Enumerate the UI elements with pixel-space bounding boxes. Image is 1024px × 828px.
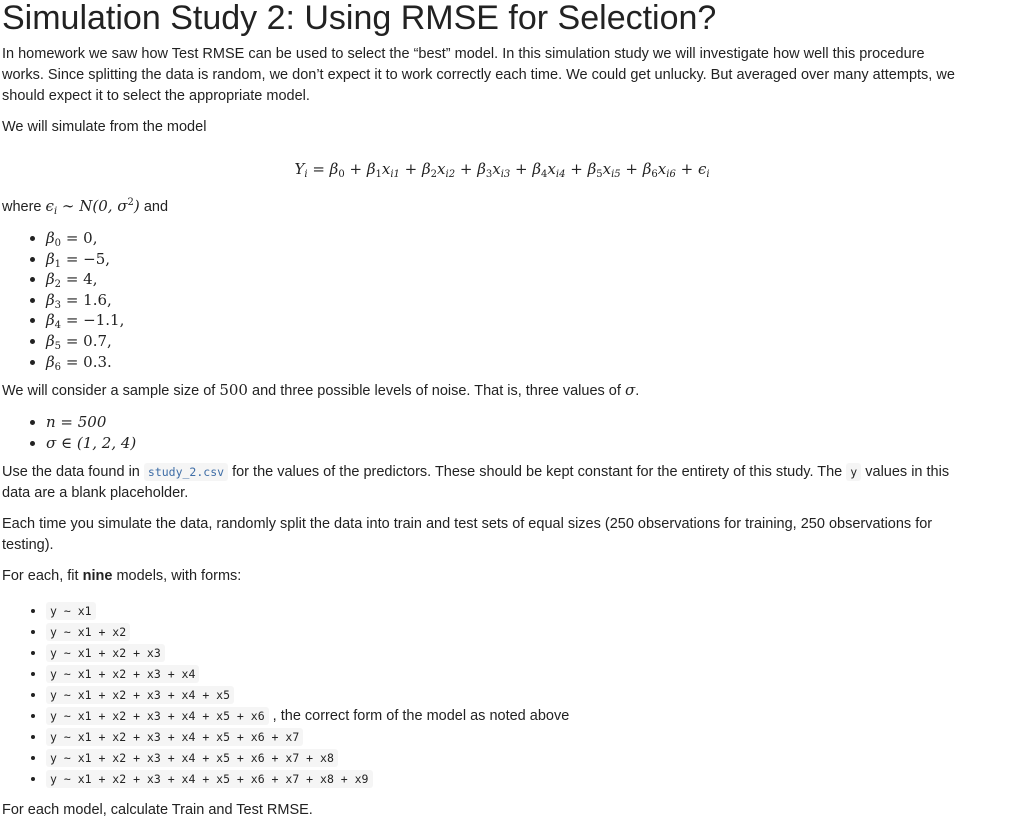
intro-paragraph: In homework we saw how Test RMSE can be used to select the “best” model. In this simulation study we will investigate how well this procedure works. Since splitting the data is random, we don’t expect it to work correctly each time. We could get unlucky. But averaged over many attempts, we should expect it to select the appropriate model.	[2, 46, 955, 104]
model-item	[46, 769, 962, 790]
beta-item: • $\beta_4 = -1.1$,	[46, 310, 962, 331]
model-item	[46, 664, 962, 685]
model-formula-code: y ~ x1 + x2 + x3 + x4 + x5 + x6 + x7	[46, 728, 303, 746]
sample-size: 500	[219, 381, 248, 400]
final-paragraph: For each model, calculate Train and Test RMSE.	[2, 802, 313, 819]
model-formula-code: y ~ x1 + x2 + x3 + x4 + x5 + x6	[46, 707, 269, 725]
fit-paragraph	[2, 566, 962, 587]
eq-error: $\epsilon_i$	[697, 160, 710, 180]
model-item	[46, 727, 962, 748]
text: and three possible levels of noise. That is, three values of	[252, 383, 621, 400]
eq-term: $\beta_4x_{i4}$	[532, 160, 566, 180]
eq-term: $\beta_2x_{i2}$	[422, 160, 456, 180]
where-paragraph	[2, 196, 962, 218]
model-item	[46, 706, 962, 727]
dist-text: N(0, σ	[79, 197, 128, 215]
text: Use the data found in	[2, 464, 140, 481]
beta-item: • $\beta_6 = 0.3$.	[46, 352, 962, 373]
eq-term: $\beta_5x_{i5}$	[587, 160, 621, 180]
sigma-symbol: σ	[624, 381, 636, 400]
text: values in this data are a blank placeholder.	[2, 464, 950, 502]
bold-text: nine	[82, 568, 113, 585]
model-item	[46, 622, 962, 643]
model-item	[46, 601, 962, 622]
beta-item: • $\beta_3 = 1.6$,	[46, 290, 962, 311]
beta-list	[2, 228, 962, 372]
beta-item: • $\beta_2 = 4$,	[46, 269, 962, 290]
text: For each, fit	[2, 568, 79, 585]
eq-term: $\beta_6x_{i6}$	[642, 160, 676, 180]
param-item: • n = 500	[46, 412, 962, 433]
where-text: where	[2, 199, 42, 215]
eq-lhs: $Y_i$	[294, 160, 308, 180]
simulate-paragraph: We will simulate from the model	[2, 119, 207, 135]
beta-item: • $\beta_1 = -5$,	[46, 249, 962, 270]
page-title: Simulation Study 2: Using RMSE for Selection?	[2, 0, 717, 37]
model-item	[46, 643, 962, 664]
param-list	[2, 412, 962, 454]
y-code: y	[846, 463, 861, 481]
model-equation: $Y_i = \beta_0 + \beta_1x_{i1} + \beta_2x_{i2} + \beta_3x_{i3} + \beta_4x_{i4} + \beta_5x_{i5} + \beta_6x_{i6} + \epsilon_i$	[294, 160, 710, 180]
model-formula-code: y ~ x1 + x2 + x3 + x4 + x5	[46, 686, 234, 704]
model-formula-code: y ~ x1 + x2 + x3 + x4 + x5 + x6 + x7 + x8	[46, 749, 338, 767]
model-list	[2, 601, 962, 790]
param-item: • σ ∈ (1, 2, 4)	[46, 433, 962, 454]
model-formula-code: y ~ x1 + x2 + x3 + x4 + x5 + x6 + x7 + x8 + x9	[46, 770, 373, 788]
text: models, with forms:	[116, 568, 242, 585]
beta-item: • $\beta_5 = 0.7$,	[46, 331, 962, 352]
eq-term: $\beta_1x_{i1}$	[366, 160, 400, 180]
model-formula-code: y ~ x1	[46, 602, 96, 620]
eq-term: $\beta_3x_{i3}$	[477, 160, 511, 180]
model-item	[46, 685, 962, 706]
eq-term: $\beta_0$	[329, 160, 345, 180]
file-name-code: study_2.csv	[144, 463, 228, 481]
beta-item: • $\beta_0 = 0$,	[46, 228, 962, 249]
text: .	[635, 383, 640, 400]
split-paragraph: Each time you simulate the data, randomly split the data into train and test sets of equal sizes (250 observations for training, 250 observations for testing).	[2, 516, 933, 554]
text: We will consider a sample size of	[2, 383, 216, 400]
sample-paragraph	[2, 380, 962, 402]
model-formula-code: y ~ x1 + x2	[46, 623, 130, 641]
error-distribution: $\epsilon_i$ ∼ N(0, $\sigma^2$)	[45, 197, 140, 217]
and-text: and	[143, 199, 169, 215]
model-formula-code: y ~ x1 + x2 + x3 + x4	[46, 665, 199, 683]
data-paragraph	[2, 462, 962, 504]
model-formula-code: y ~ x1 + x2 + x3	[46, 644, 165, 662]
correct-model-note: , the correct form of the model as noted above	[268, 708, 570, 725]
model-item	[46, 748, 962, 769]
text: for the values of the predictors. These should be kept constant for the entirety of this study. The	[232, 464, 843, 481]
